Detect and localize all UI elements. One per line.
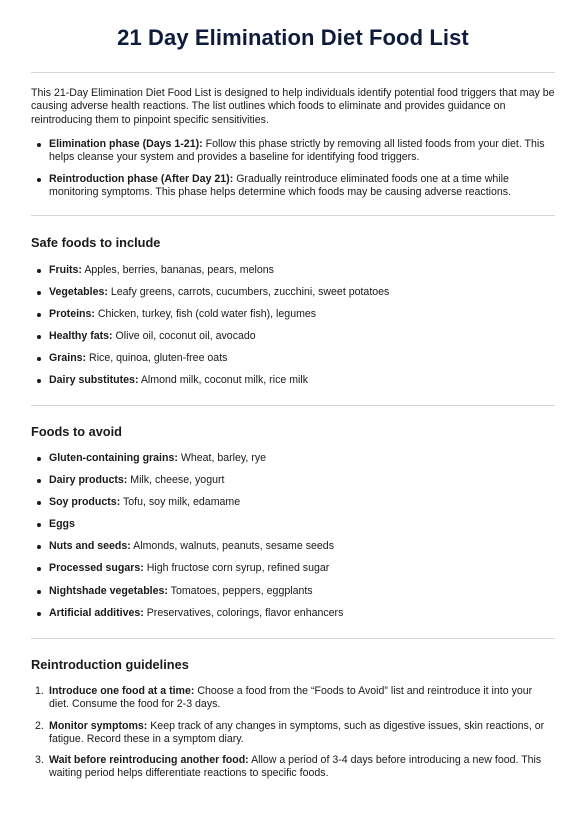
item-label: Reintroduction phase (After Day 21): xyxy=(49,172,234,185)
intro-paragraph: This 21-Day Elimination Diet Food List is designed to help individuals identify potential food triggers that may be causing adverse health reactions. The list outlines which foods to eliminate and provides guidance on reintroducing them to pinpoint specific sensitivities. xyxy=(31,87,555,126)
list-item xyxy=(31,754,555,781)
item-label: Eggs xyxy=(49,518,75,531)
item-text: Follow this phase strictly by removing all listed foods from your diet. This helps cleanse your system and provides a baseline for identifying food triggers. xyxy=(49,138,545,164)
item-label: Proteins: xyxy=(49,308,95,321)
list-item xyxy=(31,352,555,365)
item-number: 3. xyxy=(35,754,44,767)
item-text: Apples, berries, bananas, pears, melons xyxy=(81,264,274,276)
item-number: 1. xyxy=(35,685,44,697)
list-item xyxy=(31,720,555,747)
divider xyxy=(31,405,555,406)
item-label: Introduce one food at a time: xyxy=(49,685,195,697)
avoid-foods-list xyxy=(31,452,555,620)
item-text: Almond milk, coconut milk, rice milk xyxy=(138,374,309,387)
item-label: Vegetables: xyxy=(49,286,108,299)
item-label: Gluten-containing grains: xyxy=(49,452,178,464)
list-item xyxy=(31,374,555,387)
item-text: Leafy greens, carrots, cucumbers, zucchini, sweet potatoes xyxy=(107,286,390,299)
phase-list xyxy=(31,138,555,199)
section-heading-reintroduction: Reintroduction guidelines xyxy=(31,657,189,672)
list-item xyxy=(31,607,555,620)
divider xyxy=(31,215,555,216)
list-item xyxy=(31,585,555,598)
item-text: Choose a food from the “Foods to Avoid” list and reintroduce it into your diet. Consume the food for 2-3 days. xyxy=(49,685,533,711)
section-heading-avoid: Foods to avoid xyxy=(31,424,122,439)
list-item xyxy=(31,474,555,487)
item-label: Monitor symptoms: xyxy=(49,719,148,732)
list-item xyxy=(31,518,555,531)
list-item xyxy=(31,138,555,165)
item-label: Elimination phase (Days 1-21): xyxy=(49,138,203,150)
item-text: Chicken, turkey, fish (cold water fish), legumes xyxy=(94,308,317,321)
list-item xyxy=(31,562,555,575)
item-text: Milk, cheese, yogurt xyxy=(127,474,225,487)
item-text: Almonds, walnuts, peanuts, sesame seeds xyxy=(130,540,334,553)
divider xyxy=(31,638,555,639)
list-item xyxy=(31,264,555,277)
item-label: Dairy products: xyxy=(49,474,128,487)
divider xyxy=(31,72,555,73)
list-item xyxy=(31,286,555,299)
list-item xyxy=(31,330,555,343)
list-item xyxy=(31,452,555,465)
item-label: Dairy substitutes: xyxy=(49,374,139,387)
item-label: Wait before reintroducing another food: xyxy=(49,754,249,767)
list-item xyxy=(31,685,555,712)
page-title: 21 Day Elimination Diet Food List xyxy=(117,25,469,50)
item-label: Soy products: xyxy=(49,496,121,509)
item-label: Fruits: xyxy=(49,264,82,276)
reintroduction-list xyxy=(31,685,555,781)
safe-foods-list xyxy=(31,264,555,388)
list-item xyxy=(31,173,555,200)
item-label: Grains: xyxy=(49,352,87,365)
section-heading-safe: Safe foods to include xyxy=(31,235,161,250)
list-item xyxy=(31,308,555,321)
item-text: Preservatives, colorings, flavor enhancers xyxy=(143,606,344,619)
item-label: Nuts and seeds: xyxy=(49,540,131,553)
item-text: Keep track of any changes in symptoms, such as digestive issues, skin reactions, or fatigue. Record these in a symptom diary. xyxy=(49,719,545,745)
item-text: Tomatoes, peppers, eggplants xyxy=(167,584,313,597)
item-label: Processed sugars: xyxy=(49,562,144,575)
item-text: Tofu, soy milk, edamame xyxy=(120,496,241,509)
item-text: High fructose corn syrup, refined sugar xyxy=(143,562,330,575)
item-label: Artificial additives: xyxy=(49,606,144,619)
item-text: Rice, quinoa, gluten-free oats xyxy=(86,352,228,365)
item-label: Nightshade vegetables: xyxy=(49,584,168,597)
item-text: Olive oil, coconut oil, avocado xyxy=(112,330,256,343)
item-text: Wheat, barley, rye xyxy=(177,452,267,464)
list-item xyxy=(31,540,555,553)
list-item xyxy=(31,496,555,509)
item-number: 2. xyxy=(35,719,44,732)
item-text: Allow a period of 3-4 days before introducing a new food. This waiting period helps differentiate reactions to specific foods. xyxy=(49,754,542,780)
item-text: Gradually reintroduce eliminated foods one at a time while monitoring symptoms. This phase helps determine which foods may be causing adverse reactions. xyxy=(49,172,512,198)
item-label: Healthy fats: xyxy=(49,330,113,343)
